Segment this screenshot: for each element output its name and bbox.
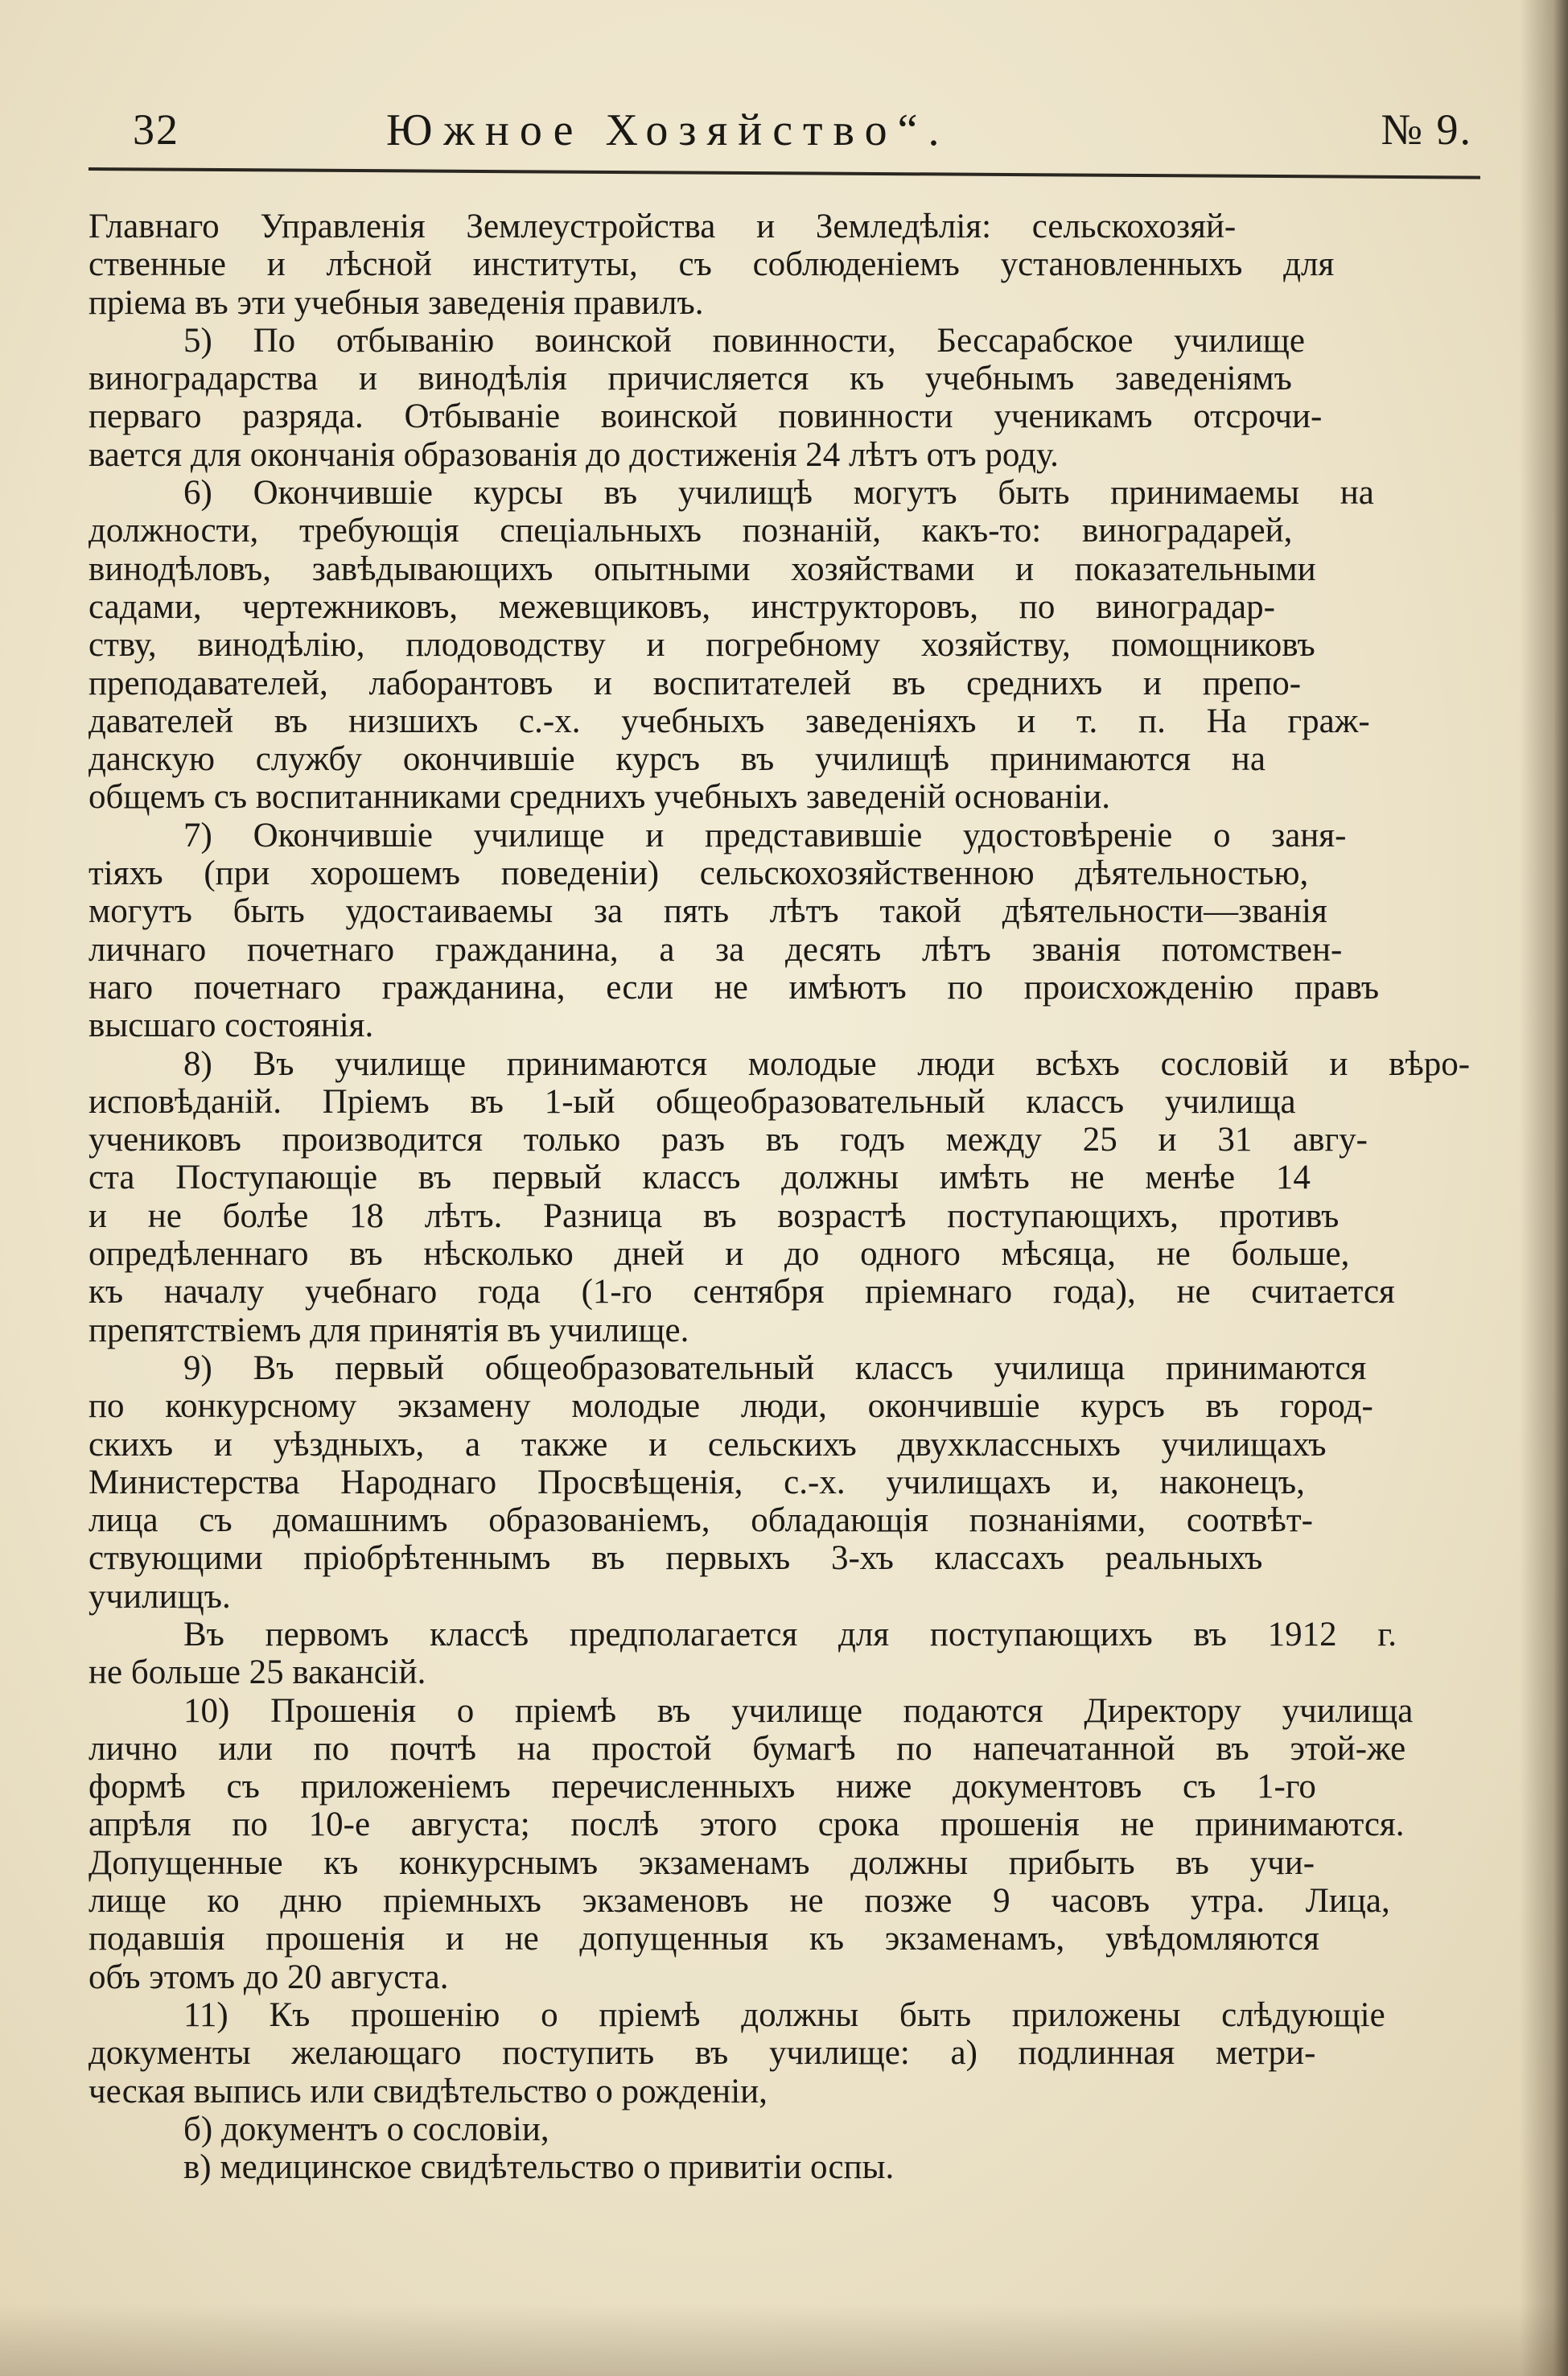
text-line: опредѣленнаго въ нѣсколько дней и до одного мѣсяца, не больше, — [88, 1235, 1350, 1274]
text-line: объ этомъ до 20 августа. — [88, 1958, 449, 1996]
text-line: Допущенные къ конкурснымъ экзаменамъ должны прибыть въ учи- — [88, 1843, 1315, 1882]
text-line: высшаго состоянія. — [88, 1007, 374, 1045]
text-line: исповѣданій. Пріемъ въ 1-ый общеобразовательный классъ училища — [88, 1082, 1296, 1121]
text-line: 10) Прошенія о пріемѣ въ училище подаются Директору училища — [183, 1691, 1414, 1730]
text-line: Главнаго Управленія Землеустройства и Земледѣлія: сельскохозяй- — [88, 208, 1237, 245]
text-line: 5) По отбыванію воинской повинности, Бессарабское училище — [183, 321, 1305, 360]
journal-title: Южное Хозяйство“. — [386, 105, 950, 155]
text-line: 7) Окончившіе училище и представившіе удостовѣреніе о заня- — [183, 816, 1347, 854]
text-line: преподавателей, лаборантовъ и воспитателей въ среднихъ и препо- — [88, 664, 1302, 702]
text-line: виноградарства и винодѣлія причисляется къ учебнымъ заведеніямъ — [88, 360, 1292, 398]
text-line: лица съ домашнимъ образованіемъ, обладающія познаніями, соотвѣт- — [88, 1501, 1313, 1540]
text-line: скихъ и уѣздныхъ, а также и сельскихъ двухклассныхъ училищахъ — [88, 1425, 1327, 1464]
page-edge-shadow — [1520, 0, 1568, 2376]
text-line: 11) Къ прошенію о пріемѣ должны быть приложены слѣдующіе — [183, 1995, 1385, 2034]
text-line: должности, требующія спеціальныхъ познаній, какъ-то: виноградарей, — [88, 512, 1293, 550]
running-header — [88, 105, 1472, 161]
text-line: б) документъ о сословіи, — [183, 2110, 549, 2148]
text-line: могутъ быть удостаиваемы за пять лѣтъ такой дѣятельности—званія — [88, 892, 1327, 931]
body-text — [88, 208, 1504, 2186]
text-line: общемъ съ воспитанниками среднихъ учебныхъ заведеній основаніи. — [88, 778, 1110, 817]
text-line: ствующими пріобрѣтеннымъ въ первыхъ 3-хъ классахъ реальныхъ — [88, 1539, 1263, 1578]
text-line: личнаго почетнаго гражданина, а за десять лѣтъ званія потомствен- — [88, 930, 1343, 969]
text-line: подавшія прошенія и не допущенныя къ экзаменамъ, увѣдомляются — [88, 1920, 1319, 1958]
text-line: формѣ съ приложеніемъ перечисленныхъ ниже документовъ съ 1-го — [88, 1768, 1316, 1806]
text-line: перваго разряда. Отбываніе воинской повинности ученикамъ отсрочи- — [88, 397, 1323, 436]
text-line: апрѣля по 10-е августа; послѣ этого срока прошенія не принимаются. — [88, 1806, 1405, 1844]
text-line: и не болѣе 18 лѣтъ. Разница въ возрастѣ поступающихъ, противъ — [88, 1196, 1340, 1235]
text-line: документы желающаго поступить въ училище: а) подлинная метри- — [88, 2034, 1316, 2073]
text-line: в) медицинское свидѣтельство о привитіи оспы. — [183, 2148, 895, 2187]
text-line: винодѣловъ, завѣдывающихъ опытными хозяйствами и показательными — [88, 550, 1316, 588]
text-line: ческая выпись или свидѣтельство о рожденіи, — [88, 2072, 768, 2110]
page-number: 32 — [133, 105, 179, 154]
text-line: учениковъ производится только разъ въ годъ между 25 и 31 авгу- — [88, 1121, 1368, 1159]
text-line: къ началу учебнаго года (1-го сентября пріемнаго года), не считается — [88, 1273, 1395, 1312]
text-line: давателей въ низшихъ с.-х. учебныхъ заведеніяхъ и т. п. На граж- — [88, 702, 1370, 740]
text-line: 8) Въ училище принимаются молодые люди всѣхъ сословій и вѣро- — [183, 1044, 1471, 1083]
text-line: ста Поступающіе въ первый классъ должны имѣть не менѣе 14 — [88, 1159, 1311, 1197]
text-line: Въ первомъ классѣ предполагается для поступающихъ въ 1912 г. — [183, 1615, 1397, 1653]
text-line: тіяхъ (при хорошемъ поведеніи) сельскохозяйственною дѣятельностью, — [88, 854, 1309, 893]
page-bottom-shadow — [0, 2304, 1568, 2376]
text-line: не больше 25 вакансій. — [88, 1653, 426, 1692]
text-line: садами, чертежниковъ, межевщиковъ, инструкторовъ, по виноградар- — [88, 587, 1275, 626]
text-line: данскую службу окончившіе курсъ въ училищѣ принимаются на — [88, 740, 1266, 779]
text-line: пріема въ эти учебныя заведенія правилъ. — [88, 283, 704, 322]
text-line: вается для окончанія образованія до достиженія 24 лѣтъ отъ роду. — [88, 435, 1059, 474]
text-line: училищъ. — [88, 1577, 231, 1616]
text-line: лище ко дню пріемныхъ экзаменовъ не позже 9 часовъ утра. Лица, — [88, 1882, 1390, 1921]
text-line: ству, винодѣлію, плодоводству и погребному хозяйству, помощниковъ — [88, 626, 1315, 665]
header-rule — [88, 167, 1480, 179]
text-line: лично или по почтѣ на простой бумагѣ по напечатанной въ этой-же — [88, 1729, 1406, 1768]
text-line: ственные и лѣсной институты, съ соблюденіемъ установленныхъ для — [88, 245, 1335, 284]
text-line: 9) Въ первый общеобразовательный классъ училища принимаются — [183, 1349, 1367, 1387]
text-line: Министерства Народнаго Просвѣщенія, с.-х. училищахъ и, наконецъ, — [88, 1463, 1305, 1501]
text-line: по конкурсному экзамену молодые люди, окончившіе курсъ въ город- — [88, 1387, 1373, 1426]
text-line: наго почетнаго гражданина, если не имѣютъ по происхожденію правъ — [88, 968, 1380, 1007]
issue-number: № 9. — [1381, 105, 1472, 154]
text-line: 6) Окончившіе курсы въ училищѣ могутъ быть принимаемы на — [183, 474, 1374, 513]
text-line: препятствіемъ для принятія въ училище. — [88, 1311, 689, 1349]
